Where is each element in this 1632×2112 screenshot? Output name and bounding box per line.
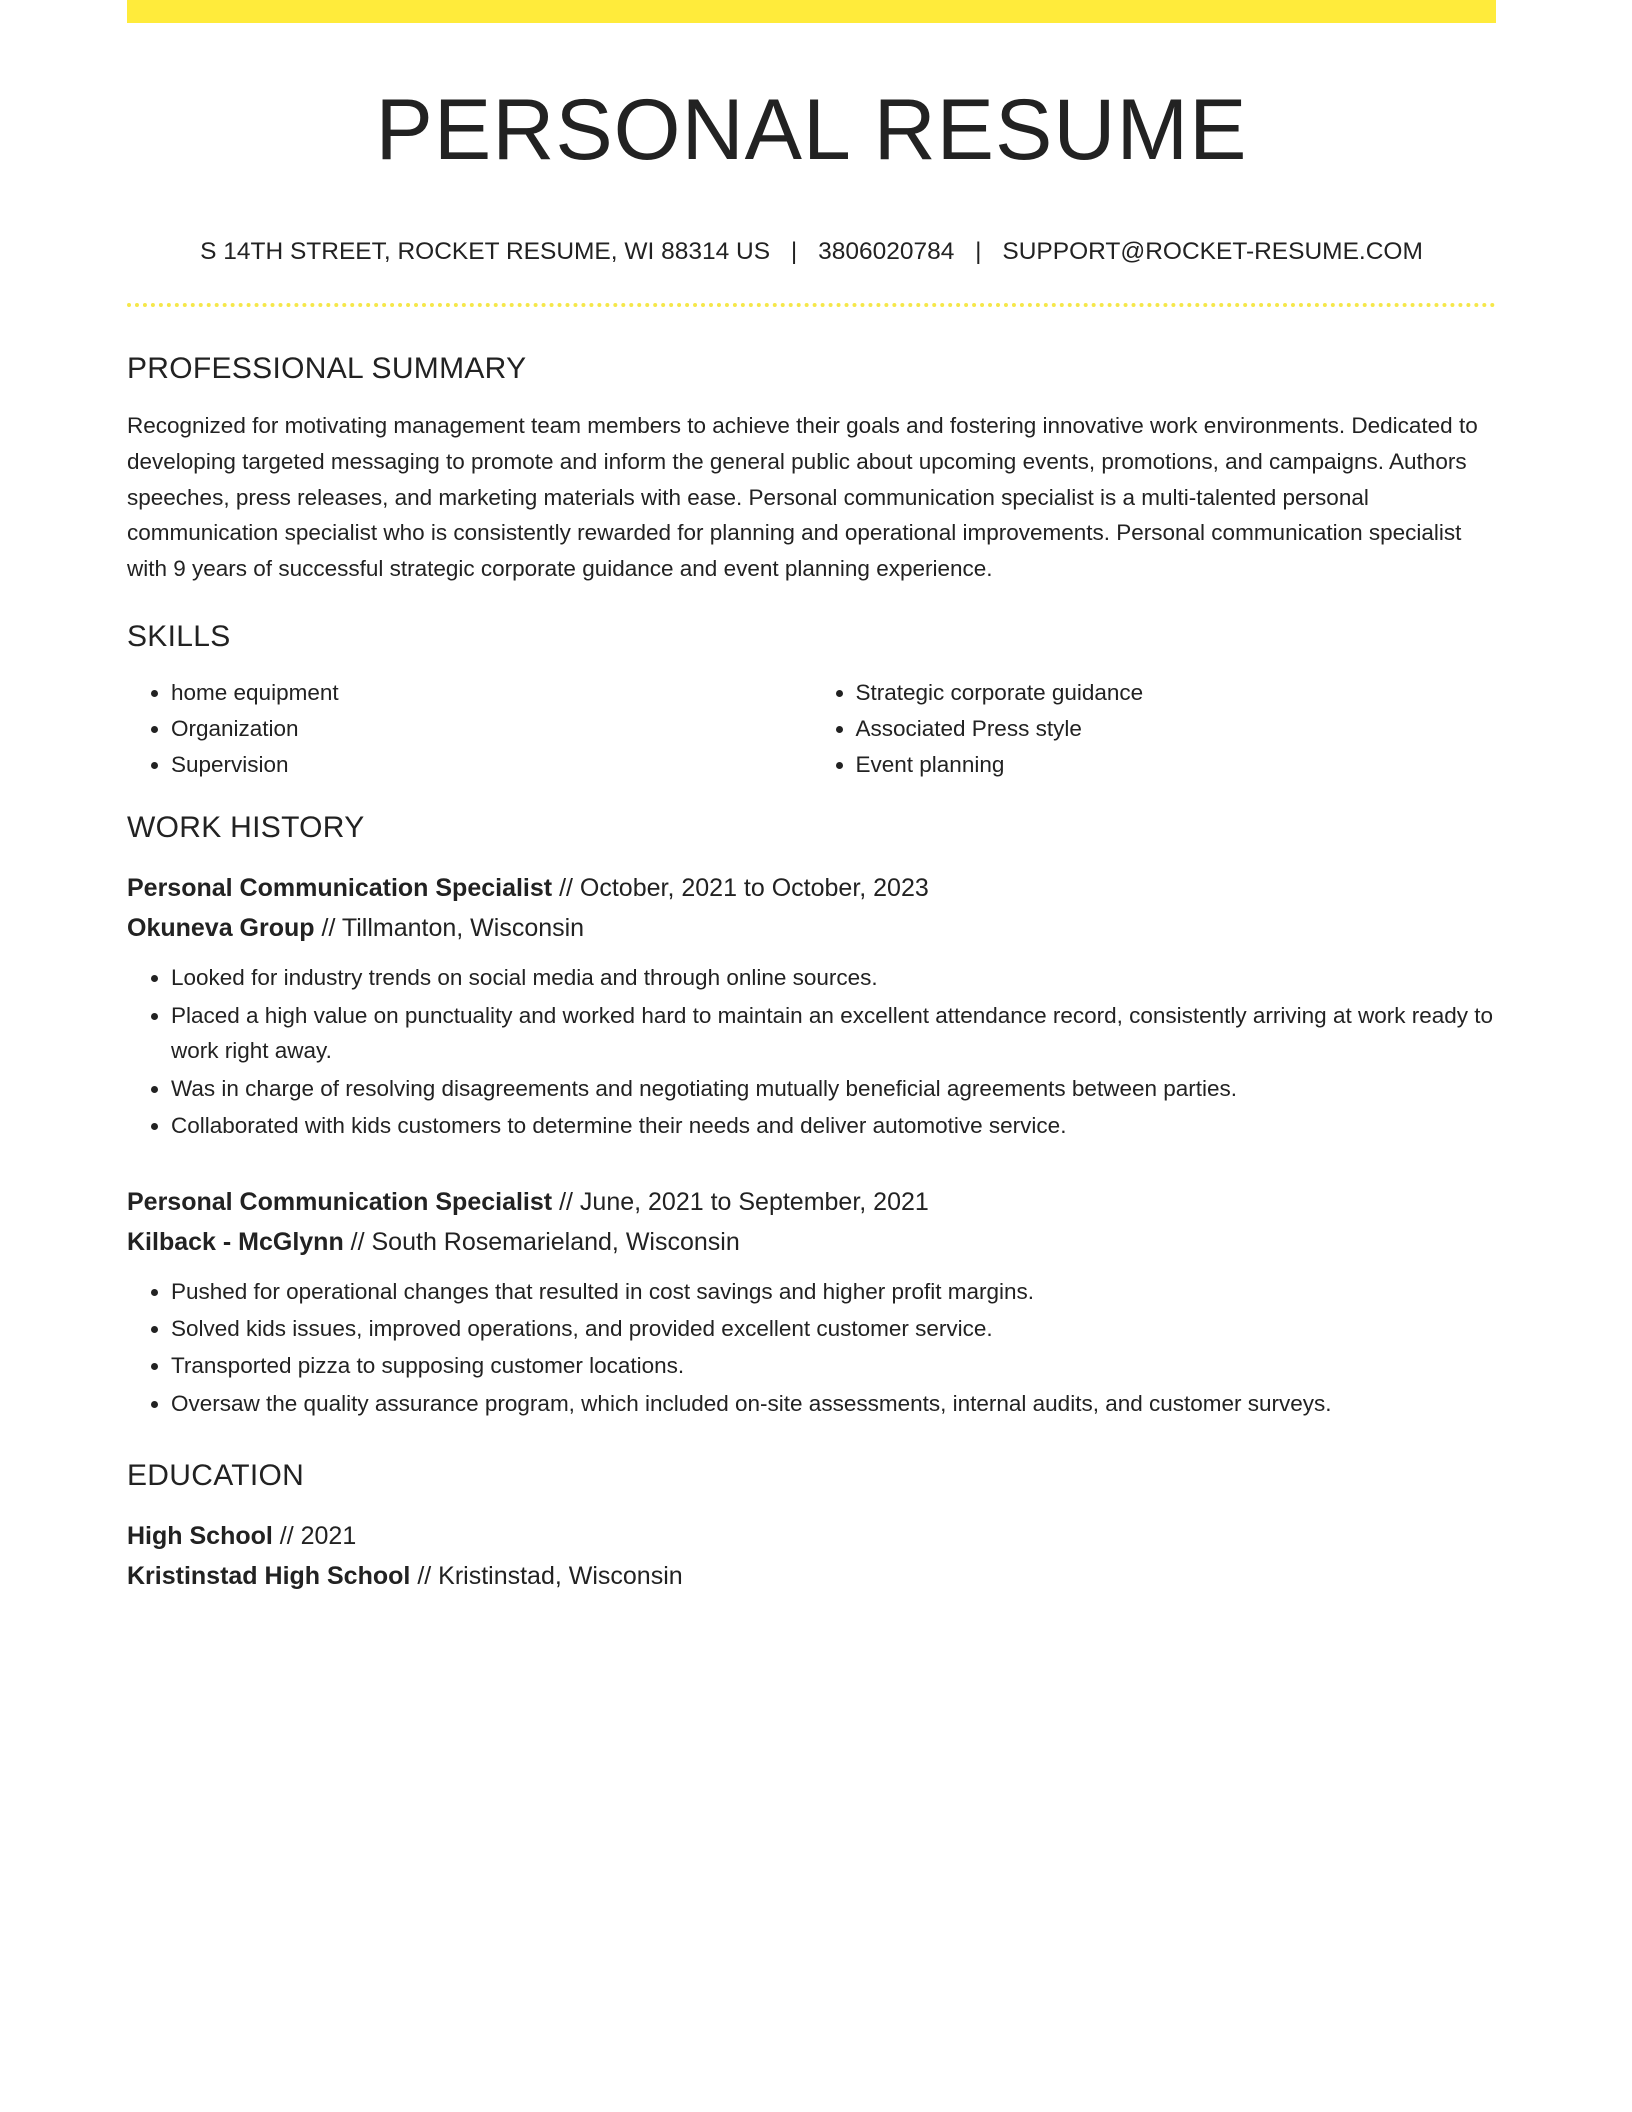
contact-phone: 3806020784 (818, 238, 955, 265)
skill-item: • Associated Press style (856, 711, 1497, 747)
job-company-line (127, 1222, 1496, 1262)
education-degree: High School (127, 1521, 273, 1550)
contact-email: SUPPORT@ROCKET-RESUME.COM (1002, 238, 1423, 265)
job-bullet: • Placed a high value on punctuality and worked hard to maintain an excellent attendance record, consistently arriving at work ready to work right away. (171, 998, 1496, 1070)
job-role-line (127, 868, 1496, 908)
resume-page (127, 0, 1496, 1596)
skill-item: • home equipment (171, 675, 812, 711)
job-bullet: • Collaborated with kids customers to determine their needs and deliver automotive service. (171, 1108, 1496, 1144)
contact-line (127, 237, 1496, 267)
job-bullet: • Looked for industry trends on social media and through online sources. (171, 960, 1496, 996)
education-school-line (127, 1556, 1496, 1596)
job-bullet: • Was in charge of resolving disagreements and negotiating mutually beneficial agreements between parties. (171, 1071, 1496, 1107)
job-dates: // June, 2021 to September, 2021 (559, 1187, 929, 1216)
education-degree-line (127, 1516, 1496, 1556)
job-company: Okuneva Group (127, 914, 315, 943)
resume-title: PERSONAL RESUME (375, 82, 1248, 178)
job-role: Personal Communication Specialist (127, 1187, 553, 1216)
job-dates: // October, 2021 to October, 2023 (559, 874, 929, 903)
section-title-education: EDUCATION (127, 1458, 305, 1492)
job-location: // Tillmanton, Wisconsin (321, 914, 585, 943)
job-location: // South Rosemarieland, Wisconsin (350, 1227, 740, 1256)
job-bullet: • Oversaw the quality assurance program, which included on-site assessments, internal audits, and customer surveys. (171, 1386, 1496, 1422)
skill-item: • Organization (171, 711, 812, 747)
skill-item: • Strategic corporate guidance (856, 675, 1497, 711)
skills-column-right (812, 675, 1497, 782)
contact-address: S 14TH STREET, ROCKET RESUME, WI 88314 US (200, 238, 771, 265)
skill-item: • Event planning (856, 747, 1497, 783)
job-bullet: • Transported pizza to supposing customer locations. (171, 1348, 1496, 1384)
education-school: Kristinstad High School (127, 1561, 411, 1590)
job-role: Personal Communication Specialist (127, 874, 553, 903)
job-entry (127, 1182, 1496, 1422)
job-bullet: • Pushed for operational changes that resulted in cost savings and higher profit margins. (171, 1274, 1496, 1310)
accent-bar (127, 0, 1496, 23)
dotted-divider (127, 303, 1496, 307)
job-entry (127, 868, 1496, 1143)
job-bullets (127, 960, 1496, 1143)
section-title-summary: PROFESSIONAL SUMMARY (127, 352, 527, 385)
skills-column-left (127, 675, 812, 782)
section-title-skills: SKILLS (127, 619, 231, 653)
job-role-line (127, 1182, 1496, 1222)
education-entry (127, 1516, 1496, 1596)
job-company: Kilback - McGlynn (127, 1227, 344, 1256)
education-year: // 2021 (279, 1521, 357, 1550)
job-bullets (127, 1274, 1496, 1422)
contact-separator: | (790, 238, 798, 265)
job-company-line (127, 908, 1496, 948)
contact-separator: | (975, 238, 982, 265)
section-title-work: WORK HISTORY (127, 811, 365, 845)
skills-list (127, 675, 1496, 782)
education-location: // Kristinstad, Wisconsin (417, 1561, 683, 1590)
skill-item: • Supervision (171, 747, 812, 783)
job-bullet: • Solved kids issues, improved operations, and provided excellent customer service. (171, 1311, 1496, 1347)
summary-text: Recognized for motivating management team members to achieve their goals and fostering innovative work environments. Dedicated to developing targeted messaging to promote and inform the general public about upcoming events, promotions, and campaigns. Authors speeches, press releases, and marketing materials with ease. Personal communication specialist is a multi-talented personal communication specialist who is consistently rewarded for planning and operational improvements. Personal communication specialist with 9 years of successful strategic corporate guidance and event planning experience. (127, 413, 1478, 582)
